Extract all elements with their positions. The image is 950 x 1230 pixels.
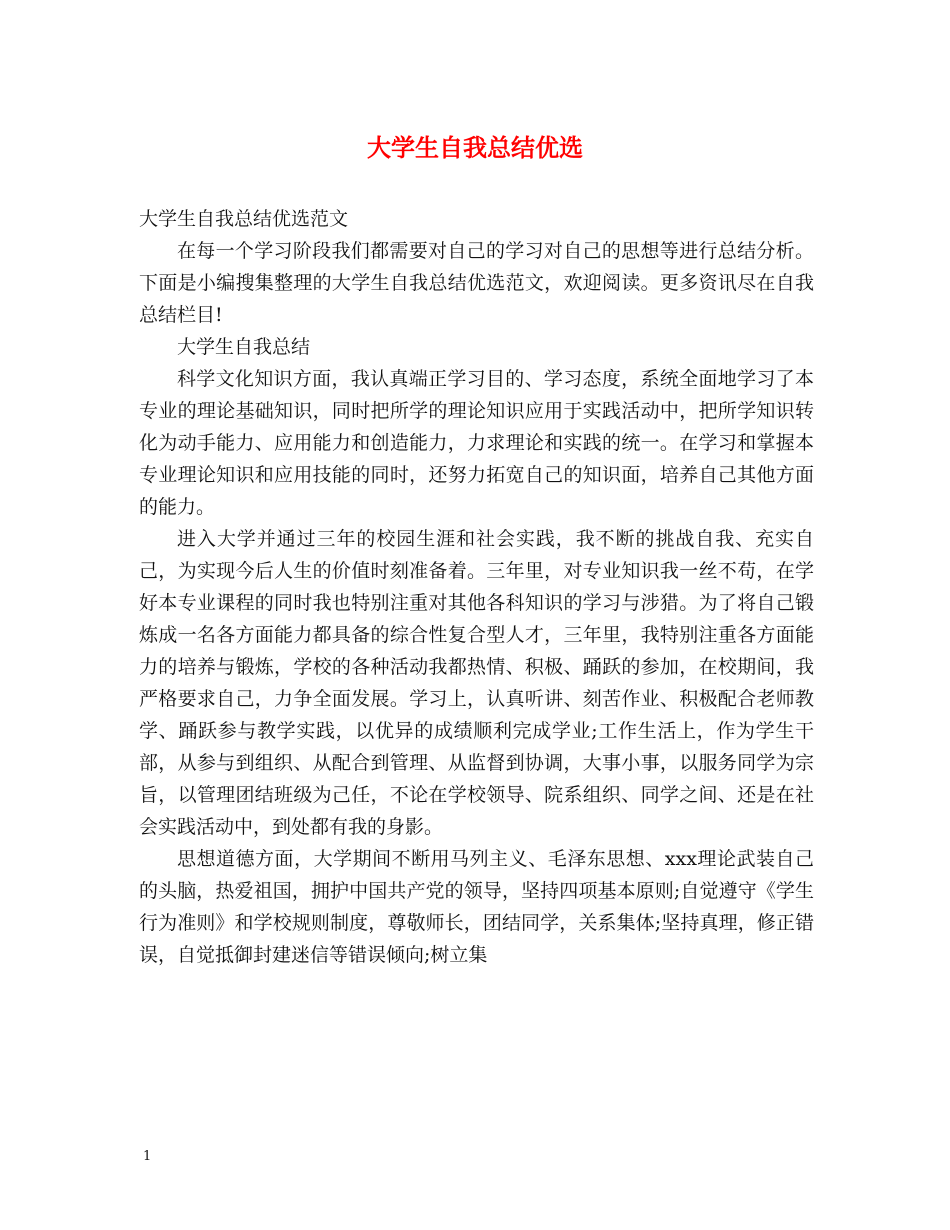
document-title: 大学生自我总结优选 bbox=[367, 133, 583, 162]
paragraph-knowledge: 科学文化知识方面，我认真端正学习目的、学习态度，系统全面地学习了本专业的理论基础知识，同时把所学的理论知识应用于实践活动中，把所学知识转化为动手能力、应用能力和创造能力，力求理论和实践的统一。在学习和掌握本专业理论知识和应用技能的同时，还努力拓宽自己的知识面，培养自己其他方面的能力。 bbox=[139, 368, 814, 518]
paragraph-college-life: 进入大学并通过三年的校园生涯和社会实践，我不断的挑战自我、充实自己，为实现今后人生的价值时刻准备着。三年里，对专业知识我一丝不苟，在学好本专业课程的同时我也特别注重对其他各科知识的学习与涉猎。为了将自己锻炼成一名各方面能力都具备的综合性复合型人才，三年里，我特别注重各方面能力的培养与锻炼，学校的各种活动我都热情、积极、踊跃的参加，在校期间，我严格要求自己，力争全面发展。学习上，认真听讲、刻苦作业、积极配合老师教学、踊跃参与教学实践，以优异的成绩顺利完成学业;工作生活上，作为学生干部，从参与到组织、从配合到管理、从监督到协调，大事小事，以服务同学为宗旨，以管理团结班级为己任，不论在学校领导、院系组织、同学之间、还是在社会实践活动中，到处都有我的身影。 bbox=[139, 528, 814, 838]
document-body bbox=[139, 203, 814, 971]
section-heading: 大学生自我总结 bbox=[177, 336, 311, 358]
paragraph-intro: 在每一个学习阶段我们都需要对自己的学习对自己的思想等进行总结分析。下面是小编搜集整理的大学生自我总结优选范文，欢迎阅读。更多资讯尽在自我总结栏目! bbox=[139, 240, 814, 326]
paragraph-ideology: 思想道德方面，大学期间不断用马列主义、毛泽东思想、xxx理论武装自己的头脑，热爱祖国，拥护中国共产党的领导，坚持四项基本原则;自觉遵守《学生行为准则》和学校规则制度，尊敬师长，团结同学，关系集体;坚持真理，修正错误，自觉抵御封建迷信等错误倾向;树立集 bbox=[139, 848, 814, 966]
document-subtitle: 大学生自我总结优选范文 bbox=[139, 208, 349, 230]
page-number: 1 bbox=[143, 1149, 152, 1164]
